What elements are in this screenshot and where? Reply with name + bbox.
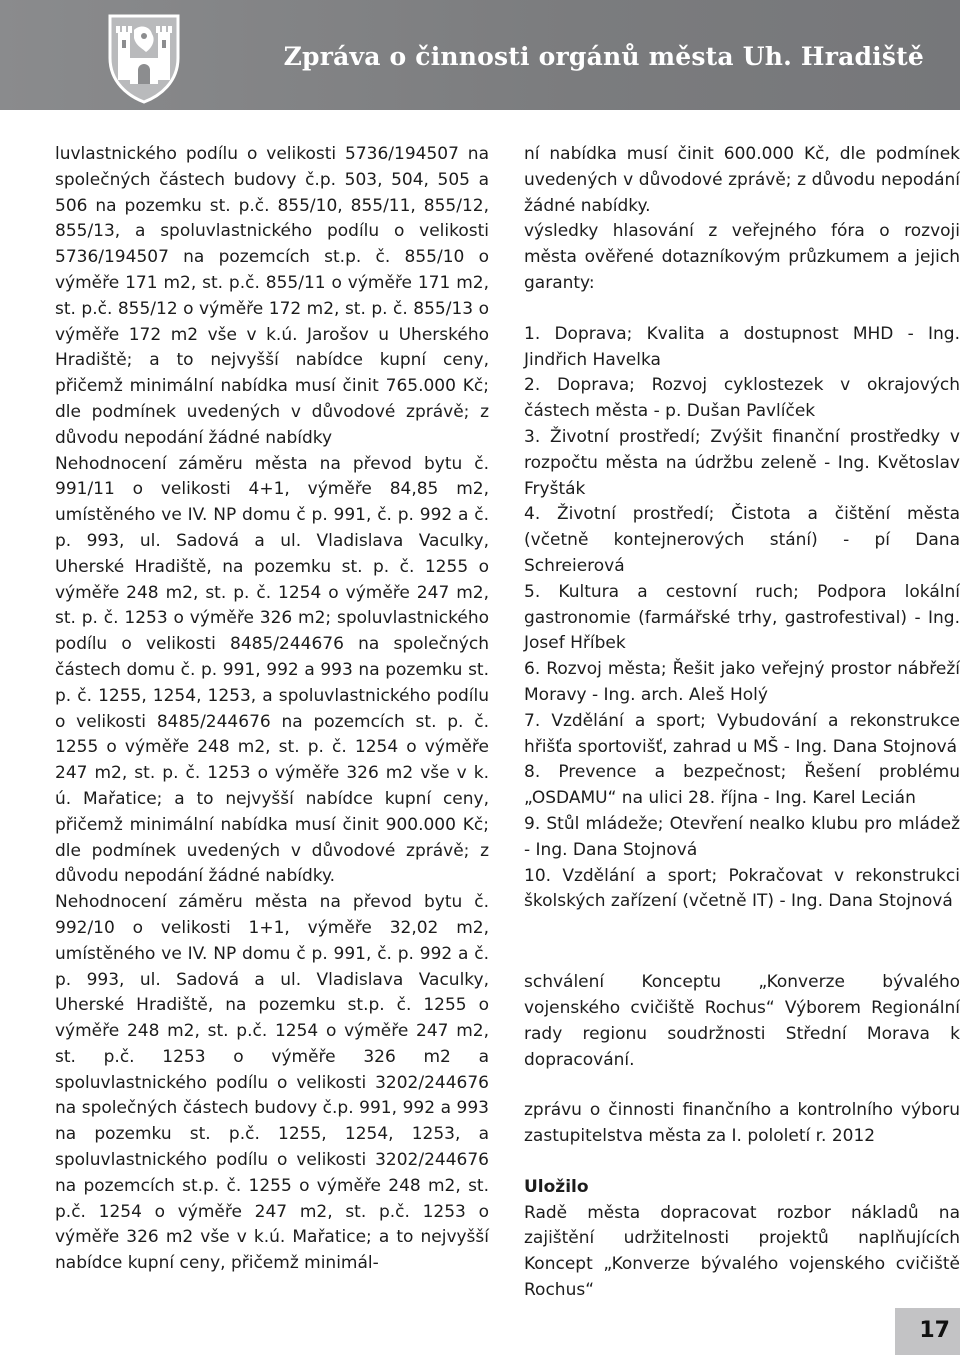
paragraph: Radě města dopracovat rozbor nákladů na zajištění udržitelnosti projektů naplňujících Koncept „Konverze bývalého vojenského cvičiště Rochus“ <box>524 1202 960 1301</box>
spacer <box>524 297 960 322</box>
paragraph: výsledky hlasování z veřejného fóra o rozvoji města ověřené dotazníkovým průzkumem a jejich garanty: <box>524 221 960 293</box>
list-item: 4. Životní prostředí; Čistota a čištění města (včetně kontejnerových stání) - pí Dana Schreierová <box>524 504 960 576</box>
spacer <box>524 915 960 970</box>
city-crest-icon <box>96 8 192 104</box>
paragraph: Nehodnocení záměru města na převod bytu č. 991/11 o velikosti 4+1, výměře 84,85 m2, umístěného ve IV. NP domu č p. 991, č. p. 992 a č. p. 993, ul. Sadová a ul. Vladislava Vaculky, Uherské Hradiště, na pozemku st. p. č. 1255 o výměře 248 m2, st. p. č. 1254 o výměře 247 m2, st. p. č. 1253 o výměře 326 m2; spoluvlastnického podílu o velikosti 8485/244676 na společných částech domu č. p. 991, 992 a 993 na pozemku st. p. č. 1255, 1254, 1253, a spoluvlastnického podílu o velikosti 8485/244676 na pozemcích st. p. č. 1255 o výměře 248 m2, st. p. č. 1254 o výměře 247 m2, st. p. č. 1253 o výměře 326 m2 vše v k. ú. Mařatice; a to nejvyšší nabídce kupní ceny, přičemž minimální nabídka musí činit 900.000 Kč; dle podmínek uvedených v důvodové zprávě; z důvodu nepodání žádné nabídky. <box>55 453 489 887</box>
list-item: 3. Životní prostředí; Zvýšit finanční prostředky v rozpočtu města na údržbu zeleně - Ing. Květoslav Fryšták <box>524 426 960 499</box>
paragraph: zprávu o činnosti finančního a kontrolního výboru zastupitelstva města za I. pololetí r. 2012 <box>524 1100 960 1147</box>
page-number: 17 <box>919 1318 950 1343</box>
list-item: 5. Kultura a cestovní ruch; Podpora lokální gastronomie (farmářské trhy, gastrofestival) - Ing. Josef Hříbek <box>524 581 960 654</box>
paragraph: ní nabídka musí činit 600.000 Kč, dle podmínek uvedených v důvodové zprávě; z důvodu nepodání žádné nabídky. <box>524 144 960 216</box>
spacer <box>524 1073 960 1098</box>
spacer <box>524 1150 960 1175</box>
left-column <box>55 142 489 1277</box>
list-item: 10. Vzdělání a sport; Pokračovat v rekonstrukci školských zařízení (včetně IT) - Ing. Dana Stojnová <box>524 865 960 912</box>
section-heading: Uložilo <box>524 1176 589 1197</box>
header-title: Zpráva o činnosti orgánů města Uh. Hradiště <box>283 42 924 71</box>
list-item: 9. Stůl mládeže; Otevření nealko klubu pro mládež - Ing. Dana Stojnová <box>524 813 960 860</box>
list-item: 1. Doprava; Kvalita a dostupnost MHD - Ing. Jindřich Havelka <box>524 323 960 370</box>
paragraph: luvlastnického podílu o velikosti 5736/194507 na společných částech budovy č.p. 503, 504, 505 a 506 na pozemku st. p.č. 855/10, 855/11, 855/12, 855/13, a spoluvlastnického podílu o velikosti 5736/194507 na pozemcích st.p. č. 855/10 o výměře 171 m2, st. p.č. 855/11 o výměře 171 m2, st. p.č. 855/12 o výměře 172 m2, st. p. č. 855/13 o výměře 172 m2 vše v k.ú. Jarošov u Uherského Hradiště; a to nejvyšší nabídce kupní ceny, přičemž minimální nabídka musí činit 765.000 Kč; dle podmínek uvedených v důvodové zprávě; z důvodu nepodání žádné nabídky <box>55 144 489 448</box>
page-number-box <box>895 1308 960 1355</box>
list-item: 8. Prevence a bezpečnost; Řešení problému „OSDAMU“ na ulici 28. října - Ing. Karel Lecián <box>524 762 960 809</box>
list-item: 2. Doprava; Rozvoj cyklostezek v okrajových částech města - p. Dušan Pavlíček <box>524 375 960 422</box>
page-header <box>0 0 960 110</box>
right-column <box>524 142 960 1304</box>
list-item: 7. Vzdělání a sport; Vybudování a rekonstrukce hřišťa sportovišť, zahrad u MŠ - Ing. Dana Stojnová <box>524 710 960 757</box>
paragraph: schválení Konceptu „Konverze bývalého vojenského cvičiště Rochus“ Výborem Regionální rady regionu soudržnosti Střední Morava k dopracování. <box>524 972 960 1070</box>
list-item: 6. Rozvoj města; Řešit jako veřejný prostor nábřeží Moravy - Ing. arch. Aleš Holý <box>524 659 960 705</box>
paragraph: Nehodnocení záměru města na převod bytu č. 992/10 o velikosti 1+1, výměře 32,02 m2, umístěného ve IV. NP domu č p. 991, č. p. 992 a č. p. 993, ul. Sadová a ul. Vladislava Vaculky, Uherské Hradiště, na pozemku st.p. č. 1255 o výměře 248 m2, st. p.č. 1254 o výměře 247 m2, st. p.č. 1253 o výměře 326 m2 a spoluvlastnického podílu o velikosti 3202/244676 na společných částech budovy č.p. 991, 992 a 993 na pozemku st. p.č. 1255, 1254, 1253, a spoluvlastnického podílu o velikosti 3202/244676 na pozemcích st.p. č. 1255 o výměře 248 m2, st. p.č. 1254 o výměře 247 m2, st. p.č. 1253 o výměře 326 m2 vše v k.ú. Mařatice; a to nejvyšší nabídce kupní ceny, přičemž minimál- <box>55 892 489 1274</box>
